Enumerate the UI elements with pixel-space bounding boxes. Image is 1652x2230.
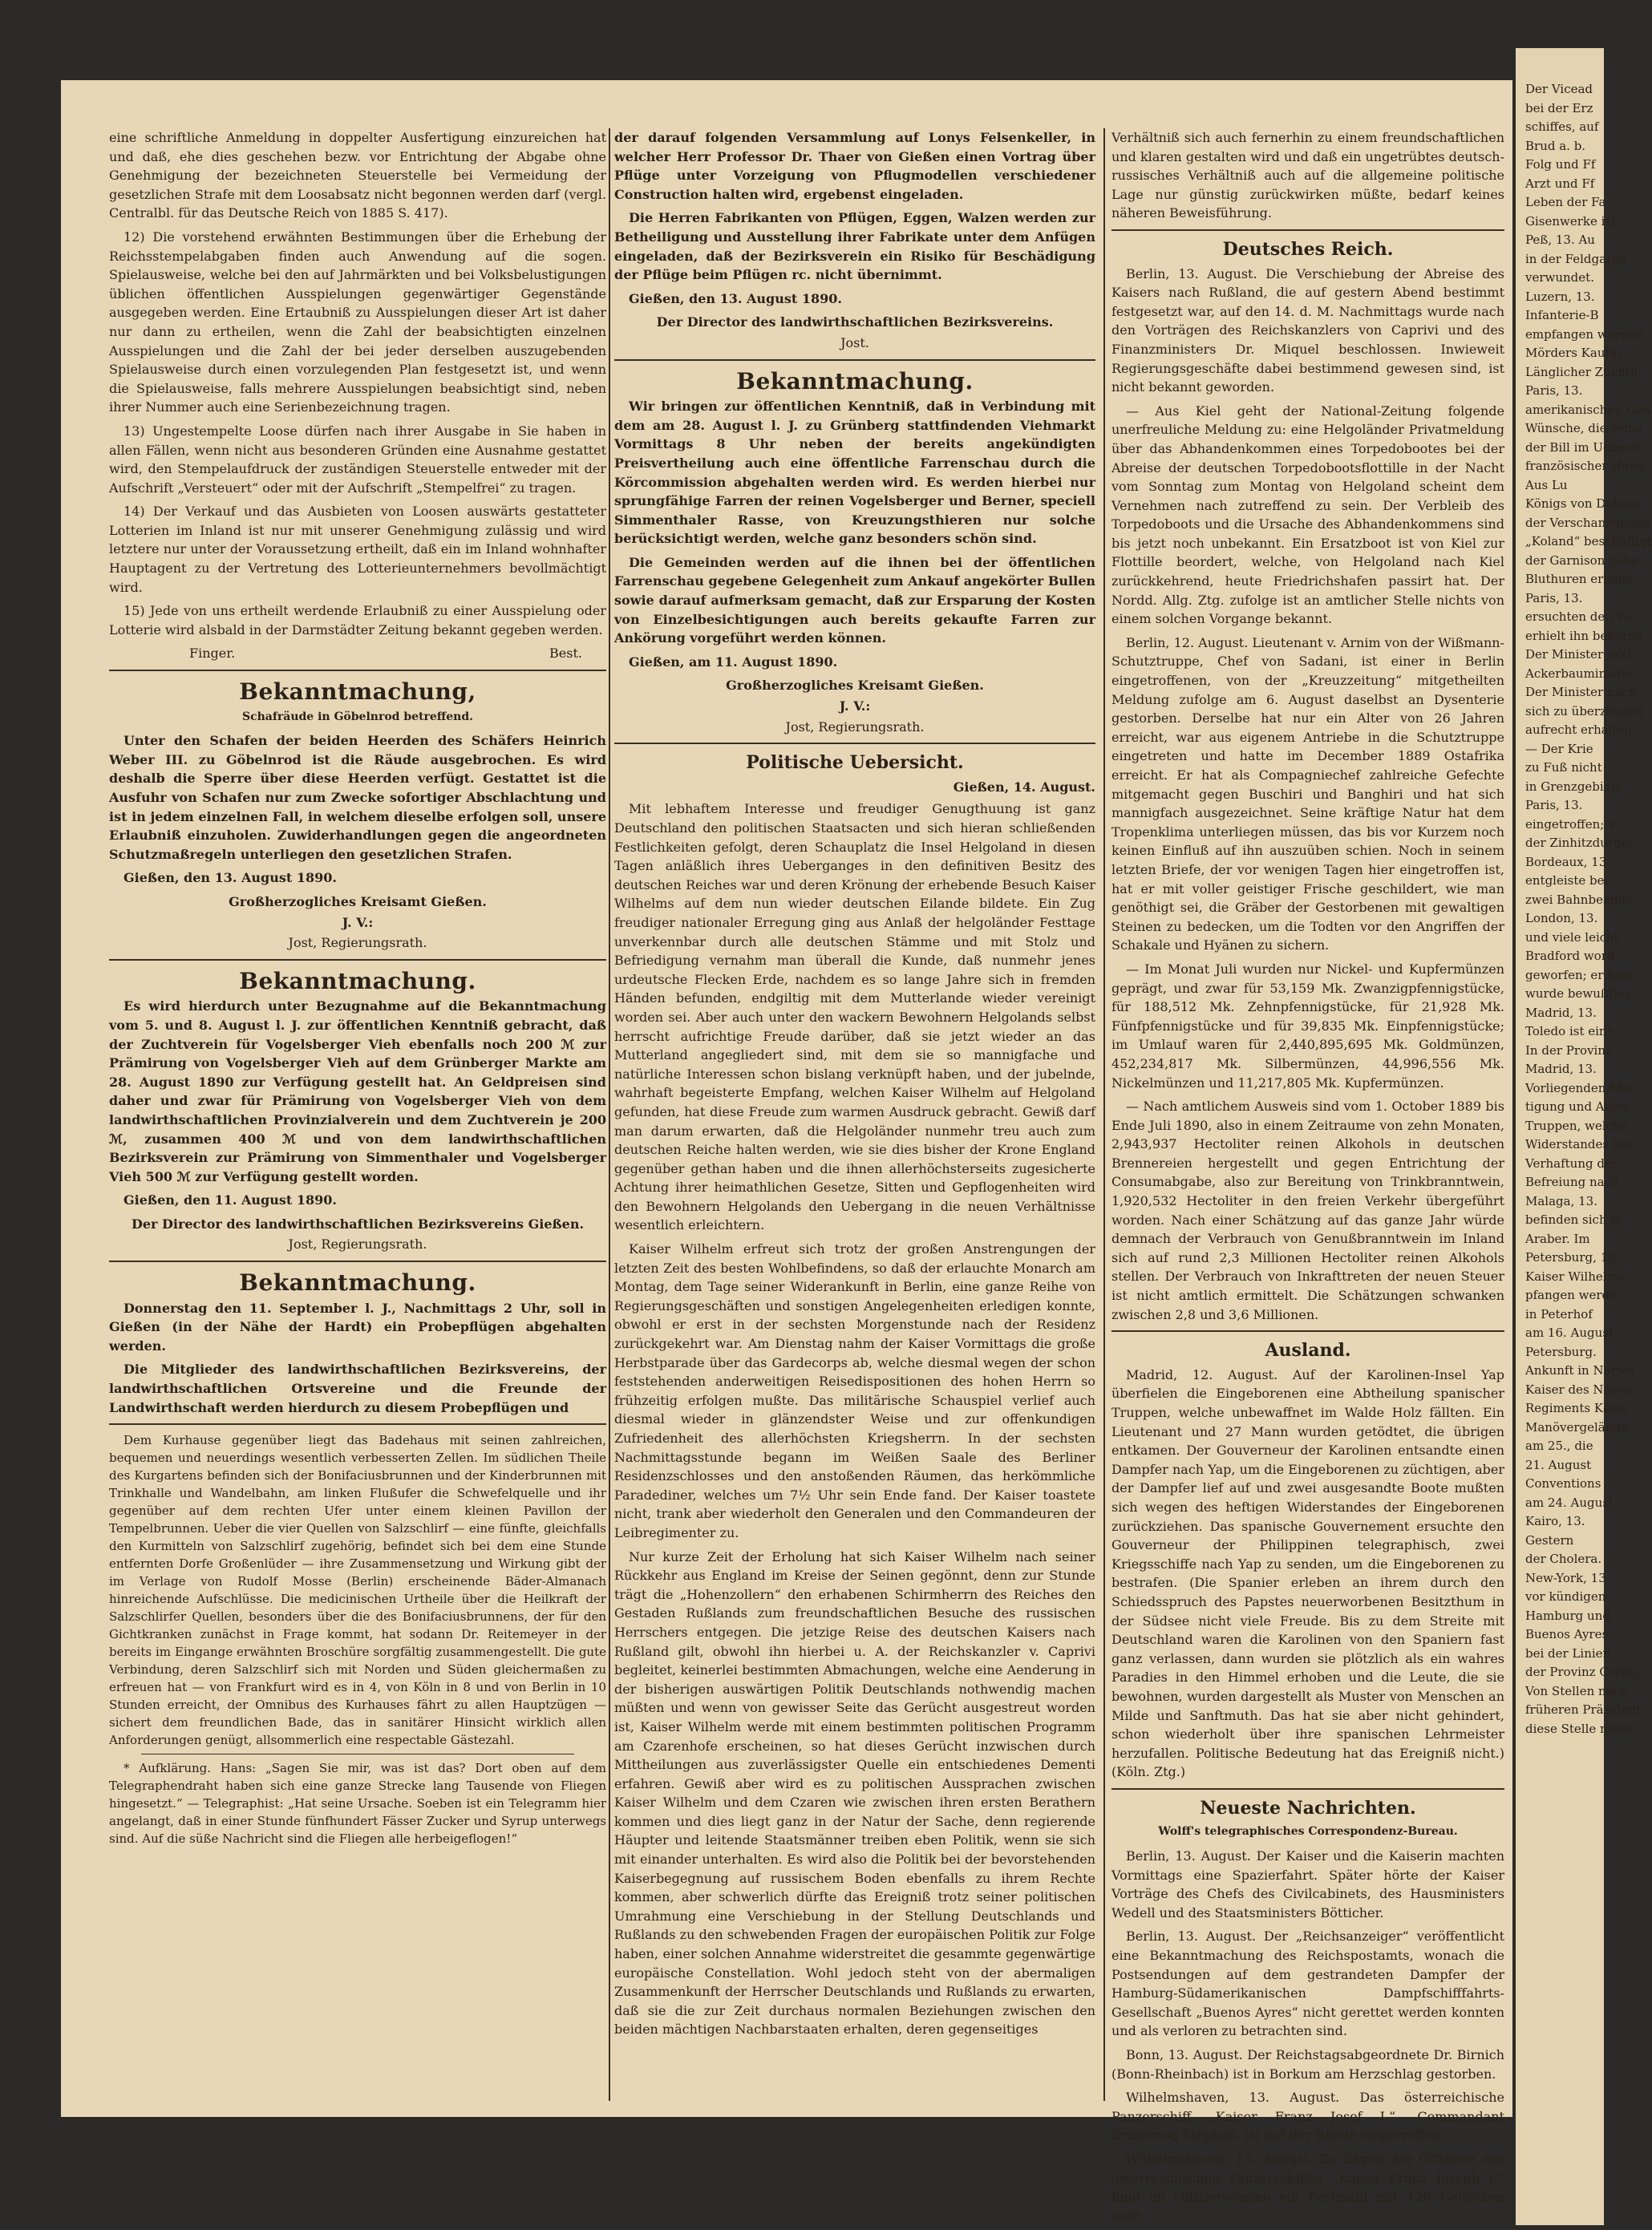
adjacent-page-line: Regiments Kaise [1525,1401,1628,1415]
paragraph: Kaiser Wilhelm erfreut sich trotz der großen Anstrengungen der letzten Zeit des besten Wohlbefindens, so daß der erlauchte Monarch am Montag, dem Tage seiner Widerankunft in Berlin, eine ganze Reihe von Regierungsgeschäften und sonstigen Angelegenheiten erledigen konnte, obwohl er erst in der sechsten Morgenstunde nach der Residenz zurückgekehrt war. Am Dienstag nahm der Kaiser Vormittags die große Herbstparade über das Gardecorps ab, welche diesmal wegen der schon feststehenden anderweitigen Reisedispositionen des hohen Herrn so frühzeitig erfolgen mußte. Das militärische Schauspiel verlief auch diesmal wieder in glänzendster Weise und zur offenkundigen Zufriedenheit des allerhöchsten Kriegsherrn. In der sechsten Nachmittagsstunde begann im Weißen Saale des Berliner Residenzschlosses und den anstoßenden Räumen, das herkömmliche Paradediner, welches um 7½ Uhr sein Ende fand. Der Kaiser toastete nicht, trank aber wiederholt den Generalen und den Commandeuren der Leibregimenter zu. [614,1241,1095,1540]
notice-authority: Der Director des landwirthschaftlichen Bezirksvereins. [656,314,1054,330]
divider [109,670,606,671]
adjacent-page-line: Buenos Ayres, [1525,1627,1612,1641]
adjacent-page-line: der Zinhitzdurdel [1525,836,1633,850]
adjacent-page-line: Länglicher Zuchth [1525,364,1638,379]
notice-text: Die Herren Fabrikanten von Pflügen, Eggen, Walzen werden zur Betheiligung und Ausstellung ihrer Fabrikate unter dem Anfügen eingeladen, daß der Bezirksverein ein Risiko für Beschädigung der Pflüge beim Pflügen rc. nicht übernimmt. [614,210,1095,283]
adjacent-page-line: Brud a. b. [1525,138,1586,153]
adjacent-page-line: Toledo ist eine [1525,1024,1614,1038]
adjacent-page-line: Ankunft in Narwa [1525,1363,1634,1378]
adjacent-page-line: diese Stelle niede [1525,1721,1634,1736]
adjacent-page-line: Mörders Kaufm [1525,346,1622,360]
news-item: Berlin, 13. August. Der Kaiser und die Kaiserin machten Vormittags eine Spazierfahrt. Später hörte der Kaiser Vorträge des Chefs des Civilcabinets, des Hausministers Wedell und des Staatsministers Bötticher. [1111,1848,1504,1920]
paragraph: 12) Die vorstehend erwähnten Bestimmungen über die Erhebung der Reichsstempelabgaben finden auch Anwendung auf die sogen. Spielausweise, welche bei den auf Jahrmärkten und bei Volksbelustigungen üblichen öffentlichen Ausspielungen gegenwärtiger Gegenstände ausgegeben werden. Eine Ertaubniß zu Ausspielungen dieser Art ist daher nur dann zu ertheilen, wenn die Zahl der beabsichtigten einzelnen Ausspielungen und die Zahl der bei jeder derselben auszugebenden Spielausweise durch einen vorzulegenden Plan festgesetzt ist, und wenn die Spielausweise, falls mehrere Ausspielungen beabsichtigt sind, neben ihrer Nummer auch eine Serienbezeichnung tragen. [109,229,606,415]
adjacent-page-line: der Verschanzungen [1525,515,1650,530]
adjacent-page-line: Truppen, welche [1525,1118,1628,1133]
adjacent-page-line: — Der Krie [1525,741,1593,756]
notice-text: Wir bringen zur öffentlichen Kenntniß, daß in Verbindung mit dem am 28. August l. J. zu Grünberg stattfindenden Viehmarkt Vormittags 8 Uhr neben der bereits angekündigten Preisvertheilung auch eine öffentliche Farrenschau durch die Körcommission abgehalten werden wird. Es werden hierbei nur sprungfähige Farren der reinen Vogelsberger und Berner, speciell Simmenthaler Rasse, von Kreuzungsthieren nur solche berücksichtigt werden, welche ganz besonders schön sind. [614,399,1095,547]
adjacent-page-line: empfangen worden [1525,326,1643,342]
adjacent-page-line: Der Minister erkl [1525,647,1631,662]
adjacent-page-line: Conventions [1525,1476,1601,1491]
adjacent-page-edge [1516,48,1652,2225]
adjacent-page-line: Befreiung nach [1525,1175,1619,1189]
news-item: Bonn, 13. August. Der Reichstagsabgeordnete Dr. Birnich (Bonn-Rheinbach) ist in Borkum am Herzschlag gestorben. [1111,2047,1504,2082]
signature-line [189,644,582,663]
adjacent-page-line: Der Minister nach [1525,685,1637,699]
adjacent-page-line: schiffes, auf [1525,119,1599,134]
notice-text: Unter den Schafen der beiden Heerden des Schäfers Heinrich Weber III. zu Göbelnrod ist die Räude ausgebrochen. Es wird deshalb die Sperre über diese Heerden verfügt. Gestattet ist die Ausfuhr von Schafen nur zum Zwecke sofortiger Abschlachtung und ist in jedem einzelnen Fall, in welchem dieselbe erfolgen soll, unsere Erlaubniß einzuholen. Zuwiderhandlungen gegen die angeordneten Schutzmaßregeln unterliegen den gesetzlichen Strafen. [109,733,606,862]
section-heading: Politische Uebersicht. [746,752,964,774]
adjacent-page-line: New-York, 13. [1525,1570,1610,1585]
adjacent-page-text [1516,48,1652,1738]
notice-authority: Der Director des landwirthschaftlichen Bezirksvereins Gießen. [131,1216,585,1232]
adjacent-page-line: der Cholera. [1525,1552,1602,1566]
adjacent-page-line: Malaga, 13. [1525,1193,1597,1208]
adjacent-page-line: bei der Linien [1525,1645,1611,1661]
adjacent-page-line: Madrid, 13. [1525,1062,1597,1076]
adjacent-page-line: in der Feldgarde [1525,251,1627,266]
adjacent-page-line: Vorliegenden Mel [1525,1080,1634,1095]
adjacent-page-line: vor kündigen [1525,1589,1606,1604]
news-item: Berlin, 13. August. Die Verschiebung der Abreise des Kaisers nach Rußland, die auf gestern Abend bestimmt festgesetzt war, auf den 14. d. M. Nachmittags wurde nach den Vorträgen des Reichskanzlers von Caprivi und des Finanzministers Dr. Miquel beschlossen. Inwieweit Regierungsgeschäfte dabei bestimmend gewesen sind, ist nicht bekannt geworden. [1111,265,1504,395]
adjacent-page-line: geworfen; er kam [1525,967,1634,982]
notice-text: Donnerstag den 11. September l. J., Nachmittags 2 Uhr, soll in Gießen (in der Nähe der Hardt) ein Probepflügen abgehalten werden. [109,1300,606,1354]
adjacent-page-line: London, 13. [1525,911,1598,925]
paragraph: Verhältniß sich auch fernerhin zu einem freundschaftlichen und klaren gestalten wird und daß ein ungetrübtes deutsch-russisches Verhältniß auch auf die allgemeine politische Lage nur günstig zurückwirken müßte, bedarf keines näheren Beweisführung. [1111,130,1504,221]
section-heading: Deutsches Reich. [1222,238,1394,260]
news-item: — Im Monat Juli wurden nur Nickel- und Kupfermünzen geprägt, und zwar für 53,159 Mk. Zwanzigpfennigstücke, für 188,512 Mk. Zehnpfennigstücke, für 21,928 Mk. Fünfpfennigstücke und für 39,835 Mk. Einpfennigstücke; im Umlauf waren für 2,440,895,695 Mk. Goldmünzen, 452,234,817 Mk. Silbermünzen, 44,996,556 Mk. Nickelmünzen und 11,217,805 Mk. Kupfermünzen. [1111,961,1504,1091]
notice-subtitle: Schafräude in Göbelnrod betreffend. [241,710,474,723]
news-item: — Aus Kiel geht der National-Zeitung folgende unerfreuliche Meldung zu: eine Helgoländer Privatmeldung über das Abhandenkommen eines Torpedobootes bei der Abreise der deutschen Torpedobootsflottille in der Nacht vom Sonntag zum Montag von Helgoland scheint dem Vernehmen nach zutreffend zu sein. Der Verbleib des Torpedoboots und die Ursache des Abhandenkommens sind bis jetzt noch unbekannt. Ein Ersatzboot ist von Kiel zur Flottille beordert, welche, von Helgoland nach Kiel zurückkehrend, heute Friedrichshafen passirt hat. Der Nordd. Allg. Ztg. zufolge ist an amtlicher Stelle nichts von einem solchen Vorgange bekannt. [1111,403,1504,627]
section-heading: Neueste Nachrichten. [1200,1797,1416,1819]
divider [614,359,1095,361]
notice-signatory: Jost, Regierungsrath. [785,718,925,735]
adjacent-page-line: Bradford word [1525,949,1615,963]
notice-authority: Großherzogliches Kreisamt Gießen. [726,678,984,694]
adjacent-page-line: zu Fuß nicht [1525,760,1602,775]
notice-heading: Bekanntmachung. [239,967,476,994]
adjacent-page-line: tigung und Ausw [1525,1099,1629,1114]
adjacent-page-line: zwei Bahnbeamte [1525,892,1634,907]
notice-date: Gießen, den 13. August 1890. [123,870,337,886]
adjacent-page-line: der Provinz Cordo [1525,1665,1637,1679]
adjacent-page-line: pfangen werde, [1525,1288,1621,1302]
adjacent-page-line: in Peterhof [1525,1306,1593,1321]
adjacent-page-line: amerikanischen Gen [1525,402,1651,417]
adjacent-page-line: Folg und Ff [1525,157,1596,172]
notice-heading: Bekanntmachung. [239,1269,476,1297]
adjacent-page-line: der Garnison gabe [1525,552,1639,568]
notice-iv: J. V.: [342,914,374,930]
adjacent-page-line: früheren Präsident [1525,1702,1642,1717]
adjacent-page-line: eingetroffen; v [1525,816,1615,832]
notice-date: Gießen, den 11. August 1890. [123,1192,337,1208]
adjacent-page-line: Paris, 13. [1525,590,1583,605]
adjacent-page-line: Petersburg. [1525,1344,1597,1359]
adjacent-page-line: Kairo, 13. [1525,1514,1585,1528]
notice-text: der darauf folgenden Versammlung auf Lonys Felsenkeller, in welcher Herr Professor Dr. Thaer von Gießen einen Vortrag über Pflüge unter Vorzeigung von Pflugmodellen verschiedener Construction halten wird, ergebenst eingeladen. [614,130,1095,202]
signature-right: Best. [549,646,582,662]
adjacent-page-line: Infanterie-B [1525,308,1599,322]
adjacent-page-line: bei der Erz [1525,100,1593,115]
paragraph: Nur kurze Zeit der Erholung hat sich Kaiser Wilhelm nach seiner Rückkehr aus England im Kreise der Seinen gegönnt, denn zur Stunde trägt die „Hohenzollern“ den erhabenen Schirmherrn des Reiches den Gestaden Rußlands zum freundschaftlichen Besuche des russischen Herrschers entgegen. Die jetzige Reise des deutschen Kaisers nach Rußland gilt, obwohl ihn hierbei u. A. der Reichskanzler v. Caprivi begleitet, keinerlei bestimmten Abmachungen, welche eine Aenderung in der bisherigen auswärtigen Politik Deutschlands nothwendig machen müßten und wenn von gewisser Seite das Gerücht ausgestreut worden ist, Kaiser Wilhelm werde mit einem bestimmten politischen Programm am Czarenhofe erscheinen, so hat dieses Gerücht inzwischen durch Mittheilungen aus zuverlässigster Quelle ein entschiedenes Dementi erfahren. Gewiß aber wird es zu politischen Aussprachen zwischen Kaiser Wilhelm und dem Czaren wie zwischen ihren ersten Berathern kommen und dies liegt ganz in der Natur der Sache, denn regierende Häupter und leitende Staatsmänner treiben eben Politik, wenn sie sich mit einander unterhalten. Es wird also die Politik bei der bevorstehenden Kaiserbegegnung auf russischem Boden ebenfalls zu ihrem Rechte kommen, aber schwerlich dürfte das Ereigniß trotz seiner politischen Umrahmung eine Verschiebung in der Stellung Deutschlands und Rußlands zu den schwebenden Fragen der europäischen Politik zur Folge haben, einer solchen Annahme widerstreitet die gesammte gegenwärtige europäische Constellation. Wohl jedoch steht von der abermaligen Zusammenkunft der Herrscher Deutschlands und Rußlands zu erwarten, daß sie die zur Zeit durchaus normalen Beziehungen zwischen den beiden mächtigen Nachbarstaaten erhalten, deren gegenseitiges [614,1548,1095,2038]
divider [1111,1788,1504,1790]
adjacent-page-line: sich zu überzeugen [1525,703,1644,718]
adjacent-page-line: Petersburg, 13. [1525,1250,1620,1265]
news-item: Wilhelmshaven, 13. August. Zu Ehren der Offiziere des österreichischen Panzerschiffes „Kaiser Franz Joseph I.“ fand im Offizierscasino ein Festmahl mit 120 Gedecken statt. [1111,2151,1504,2224]
adjacent-page-line: Gestern [1525,1532,1574,1548]
divider [614,743,1095,744]
adjacent-page-line: Der Vicead [1525,82,1593,96]
adjacent-page-line: Königs von Dahom [1525,496,1640,511]
adjacent-page-line: Araber. Im [1525,1231,1590,1246]
adjacent-page-line: verwundet. [1525,270,1594,285]
notice-text: Es wird hierdurch unter Bezugnahme auf die Bekanntmachung vom 5. und 8. August l. J. zur öffentlichen Kenntniß gebracht, daß der Zuchtverein für Vogelsberger Vieh ebenfalls noch 200 ℳ zur Prämirung von Vogelsberger Vieh auf dem Grünberger Markte am 28. August 1890 zur Verfügung gestellt hat. An Geldpreisen sind daher und zwar für Prämirung von Vogelsberger Vieh von dem landwirthschaftlichen Provinzialverein und dem Zuchtverein je 200 ℳ, zusammen 400 ℳ und von dem landwirthschaftlichen Bezirksverein zur Prämirung von Simmenthaler und Vogelsberger Vieh 500 ℳ zur Verfügung gestellt worden. [109,998,606,1184]
divider [109,959,606,961]
notice-text: Die Mitglieder des landwirthschaftlichen Bezirksvereins, der landwirthschaftlichen Ortsvereine und die Freunde der Landwirthschaft werden hierdurch zu diesem Probepflügen und [109,1362,606,1415]
adjacent-page-line: Leben der Fa [1525,195,1606,209]
news-item: Berlin, 13. August. Der „Reichsanzeiger“ veröffentlicht eine Bekanntmachung des Reichspostamts, wonach die Postsendungen auf dem gestrandeten Dampfer der Hamburg-Südamerikanischen Dampfschifffahrts-Gesellschaft „Buenos Ayres“ nicht gerettet werden konnten und als verloren zu betrachten sind. [1111,1928,1504,2039]
adjacent-page-line: der Bill im Ueberei [1525,439,1642,455]
column-rule [1103,128,1105,2101]
notice-heading: Bekanntmachung. [736,367,974,395]
adjacent-page-line: Bordeaux, 13. [1525,854,1611,869]
adjacent-page-line: Verhaftung der [1525,1155,1618,1171]
notice-heading: Bekanntmachung, [239,678,476,706]
adjacent-page-line: am 25., die [1525,1439,1593,1453]
news-item: Wilhelmshaven, 13. August. Das österreichische Panzerschiff „Kaiser Franz Josef I.“, Commandant Erzherzog Stephan, ist auf der Rhede eingetroffen. [1111,2090,1504,2143]
feuilleton-text: Dem Kurhause gegenüber liegt das Badehaus mit seinen zahlreichen, bequemen und neuerdings wesentlich verbesserten Zellen. Im südlichen Theile des Kurgartens befinden sich der Bonifaciusbrunnen und der Kinderbrunnen mit Trinkhalle und Wandelbahn, am linken Flußufer die Schwefelquelle und ihr gegenüber auf dem rechten Ufer unter einem kleinen Pavillon der Tempelbrunnen. Ueber die vier Quellen von Salzschlirf — eine fünfte, gleichfalls den Kurmitteln von Salzschlirf zugehörig, befindet sich bei dem eine Stunde entfernten Dorfe Großenlüder — ihre Zusammensetzung und Wirkung gibt der im Verlage von Rudolf Mosse (Berlin) erscheinende Bäder-Almanach hinreichende Aufschlüsse. Die medicinischen Urtheile über die Heilkraft der Salzschlirfer Quellen, besonders über die des Bonifaciusbrunnens, der für den Gichtkranken zunächst in Frage kommt, hat sodann Dr. Reitemeyer in der bereits im Eingange erwähnten Broschüre sorgfältig zusammengestellt. Die gute Verbindung, deren Salzschlirf sich mit Norden und Süden gleichermaßen zu erfreuen hat — von Frankfurt wird es in 4, von Köln in 8 und von Berlin in 10 Stunden erreicht, der Omnibus des Kurhauses fährt zu allen Hauptzügen — sichert dem freundlichen Bade, das in sanitärer Hinsicht wirklich allen Anforderungen genügt, allsommerlich eine respectable Gästezahl. [109,1433,606,1748]
column-rule [609,128,610,2101]
notice-signatory: Jost, Regierungsrath. [288,1236,427,1253]
notice-date: Gießen, den 13. August 1890. [629,290,842,306]
paragraph: eine schriftliche Anmeldung in doppelter Ausfertigung einzureichen hat und daß, ehe dies geschehen bezw. vor Entrichtung der Abgabe ohne Genehmigung der bezeichneten Steuerstelle bei Vermeidung der gesetzlichen Strafe mit dem Loosabsatz nicht begonnen werden darf (vergl. Centralbl. für das Deutsche Reich von 1885 S. 417). [109,130,606,221]
adjacent-page-line: Paris, 13. [1525,383,1583,398]
divider [1111,1330,1504,1332]
adjacent-page-line: wurde bewußtlos [1525,986,1631,1001]
divider [1111,229,1504,231]
adjacent-page-line: ersuchten den Pa [1525,609,1632,624]
adjacent-page-line: Hamburg und [1525,1608,1610,1623]
adjacent-page-line: und viele leicht [1525,929,1619,945]
notice-signatory: Jost, Regierungsrath. [288,935,427,951]
adjacent-page-line: Peß, 13. Au [1525,233,1595,247]
section-subtitle: Wolff's telegraphisches Correspondenz-Bureau. [1158,1825,1458,1839]
adjacent-page-line: In der Provinz [1525,1042,1612,1058]
column-1 [109,128,606,1852]
paragraph: 14) Der Verkauf und das Ausbieten von Loosen auswärts gestatteter Lotterien im Inland ist nur mit unserer Genehmigung zulässig und wird letztere nur unter der Voraussetzung ertheilt, daß ein im Inland wohnhafter Hauptagent zu der Vertretung des Lotterieunternehmers bevollmächtigt wird. [109,504,606,595]
adjacent-page-line: 21. August [1525,1457,1592,1472]
adjacent-page-line: Aus Lu [1525,477,1568,492]
notice-authority: Großherzogliches Kreisamt Gießen. [229,893,487,909]
notice-signatory: Jost. [840,334,869,350]
news-item: — Nach amtlichem Ausweis sind vom 1. October 1889 bis Ende Juli 1890, also in einem Zeitraume von zehn Monaten, 2,943,937 Hectoliter reinen Alkohols in deutschen Brennereien hergestellt und gegen Entrichtung der Consumabgabe, also zur Bereitung von Trinkbranntwein, 1,920,532 Hectoliter in den freien Verkehr übergeführt worden. Nach einer Schätzung auf das ganze Jahr würde demnach der Verbrauch von Genußbranntwein im Inland sich auf rund 2,3 Millionen Hectoliter reinen Alkohols stellen. Der Verbrauch von Inkrafttreten der neuen Steuer ist nicht amtlich ermittelt. Die Schätzungen schwanken zwischen 2,8 und 3,6 Millionen. [1111,1099,1504,1322]
adjacent-page-line: Gisenwerke ist [1525,213,1617,229]
adjacent-page-line: Madrid, 13. [1525,1005,1597,1020]
anecdote-text: * Aufklärung. Hans: „Sagen Sie mir, was ist das? Dort oben auf dem Telegraphendraht haben sich eine ganze Strecke lang Tausende von Fliegen hingesetzt.“ — Telegraphist: „Hat seine Ursache. Soeben ist ein Telegramm hier angelangt, daß in einer Stunde fünfhundert Fässer Zucker und Syrup unterwegs sind. Auf die süße Nachricht sind die Fliegen alle herbeigeflogen!“ [109,1761,606,1847]
adjacent-page-line: Luzern, 13. [1525,289,1595,304]
notice-date: Gießen, am 11. August 1890. [629,654,838,670]
divider [109,1261,606,1262]
newspaper-page [61,80,1512,2224]
adjacent-page-line: befinden sich in [1525,1212,1622,1227]
adjacent-page-line: in Grenzgebiete [1525,779,1623,794]
adjacent-page-line: „Koland“ beschäftigt [1525,534,1652,548]
news-item: Madrid, 12. August. Auf der Karolinen-Insel Yap überfielen die Eingeborenen eine Abtheilung spanischer Truppen, welche unbewaffnet im Walde Holz fällten. Ein Lieutenant und 27 Mann wurden getödtet, die übrigen entkamen. Der Gouverneur der Karolinen entsandte einen Dampfer nach Yap, um die Eingeborenen zu züchtigen, aber der Dampfer lief auf und zwei ausgesandte Boote mußten sich wegen des heftigen Widerstandes der Eingeborenen zurückziehen. Das spanische Gouvernement ersuchte den Gouverneur der Philippinen telegraphisch, zwei Kriegsschiffe nach Yap zu senden, um die Eingeborenen zu bestrafen. (Die Spanier erleben an ihrem durch den Schiedsspruch des Papstes neuerworbenen Besitzthum in der Südsee nicht viele Freude. Bis zu dem Streite mit Deutschland waren die Karolinen von den Spaniern fast ganz verlassen, dann wurden sie plötzlich als ein wahres Paradies in den Himmel erhoben und die Leute, die sie bewohnen, wurden dargestellt als Muster von Menschen an Milde und Sanftmuth. Das hat sie aber nicht gehindert, schon wiederholt über ihre spanischen Lehrmeister herzufallen. Politische Bedeutung hat das Ereigniß nicht.) (Köln. Ztg.) [1111,1366,1504,1780]
adjacent-page-line: Von Stellen nach [1525,1683,1628,1698]
adjacent-page-line: französischer Hand [1525,459,1645,473]
news-item: Berlin, 12. August. Lieutenant v. Arnim von der Wißmann-Schutztruppe, Chef von Sadani, ist einer in Berlin eingetroffenen, von der „Kreuzzeitung“ mitgetheilten Meldung zufolge am 6. August daselbst an Dysenterie gestorben. Derselbe hat nur ein Alter von 26 Jahren erreicht, war aus eigenem Antriebe in die Schutztruppe eingetreten und hatte im December 1889 Ostafrika erreicht. Er hat als Compagniechef zahlreiche Gefechte mitgemacht gegen Buschiri und Banghiri und hat sich mannigfach ausgezeichnet. Seine kräftige Natur hat dem Tropenklima unterliegen müssen, das bis vor Kurzem noch keinen Einfluß auf ihn auszuüben schien. Noch in seinem letzten Briefe, der vor wenigen Tagen hier eingetroffen ist, hat er mit voller geistiger Frische geschildert, wie man genöthigt sei, die Gräber der Gestorbenen mit gewaltigen Steinen zu bedecken, um die Todten vor den Angriffen der Schakale und Hyänen zu sichern. [1111,634,1504,953]
signature-left: Finger. [189,646,236,662]
adjacent-page-line: am 24. August [1525,1495,1614,1510]
adjacent-page-line: Paris, 13. [1525,798,1583,812]
notice-text: Die Gemeinden werden auf die ihnen bei der öffentlichen Farrenschau gegebene Gelegenheit zum Ankauf angekörter Bullen sowie darauf aufmerksam gemacht, daß zur Ersparung der Kosten von Einzelbesichtigungen auch bereits gekaufte Farren zur Ankörung vorgeführt werden können. [614,554,1095,646]
adjacent-page-line: aufrecht erhalten. [1525,722,1636,737]
adjacent-page-line: Kaiser des Narwa [1525,1382,1634,1397]
column-3 [1111,128,1504,2230]
adjacent-page-line: Widerstandes bei [1525,1137,1632,1151]
adjacent-page-line: Manövergelände, [1525,1419,1632,1435]
dateline: Gießen, 14. August. [953,779,1095,795]
section-heading: Ausland. [1265,1340,1351,1362]
paragraph: 15) Jede von uns ertheilt werdende Erlaubniß zu einer Ausspielung oder Lotterie wird alsbald in der Darmstädter Zeitung bekannt gegeben werden. [109,603,606,637]
notice-iv: J. V.: [839,698,871,714]
adjacent-page-line: Arzt und Ff [1525,176,1595,191]
adjacent-page-line: Ackerbauminister [1525,666,1634,681]
adjacent-page-line: erhielt ihn behorde [1525,628,1643,643]
adjacent-page-line: am 16. August [1525,1325,1614,1340]
paragraph: Mit lebhaftem Interesse und freudiger Genugthuung ist ganz Deutschland den politischen Staatsacten und sich hieran schließenden Festlichkeiten gefolgt, deren Schauplatz die Insel Helgoland in diesen Tagen anläßlich ihres Ueberganges in den definitiven Besitz des deutschen Reiches war und deren Krönung der erhebende Besuch Kaiser Wilhelms auf dem nun wieder deutschen Eilande bildete. Ein Zug freudiger nationaler Erregung ging aus Anlaß der helgoländer Festtage unverkennbar durch alle deutschen Stämme und mit Stolz und Befriedigung vernahm man überall die Kunde, daß nunmehr jenes urdeutsche Flecken Erde, nachdem es so lange Jahre sich in fremden Händen befunden, endgiltig mit dem Mutterlande wieder vereinigt worden sei. Aber auch unter den wackern Bewohnern Helgolands selbst herrscht aufrichtige Freude darüber, daß sie jetzt wieder an das Mutterland angegliedert sind, mit dem sie so mannigfache und natürliche Interessen schon bislang verknüpft haben, und der jubelnde, wahrhaft begeisterte Empfang, welchen Kaiser Wilhelm auf Helgoland gefunden, hat diese Freude zum warmen Ausdruck gebracht. Gewiß darf man darum erwarten, daß die Helgoländer nunmehr treu auch zum deutschen Reiche halten werden, wie sie dies bisher der Krone England gegenüber gethan haben und die ihnen allerhöchsterseits zugesicherte Achtung ihrer heimathlichen Gesetze, Sitten und Gepflogenheiten wird den Bewohnern Helgolands den Uebergang in die neuen Verhältnisse wesentlich erleichtern. [614,801,1095,1233]
adjacent-page-line: entgleiste bei [1525,873,1609,888]
adjacent-page-line: Bluthuren erleide [1525,572,1634,586]
adjacent-page-line: Kaiser Wilhelms [1525,1269,1625,1284]
paragraph: 13) Ungestempelte Loose dürfen nach ihrer Ausgabe in Sie haben in allen Fällen, wenn nicht aus besonderen Gründen eine Ausnahme gestattet wird, den Stempelaufdruck der zuständigen Steuerstelle entweder mit der Aufschrift „Versteuert“ oder mit der Aufschrift „Stempelfrei“ zu tragen. [109,423,606,496]
adjacent-page-line: Wünsche, die seine [1525,421,1643,435]
divider [109,1423,606,1425]
column-2 [614,128,1095,2044]
